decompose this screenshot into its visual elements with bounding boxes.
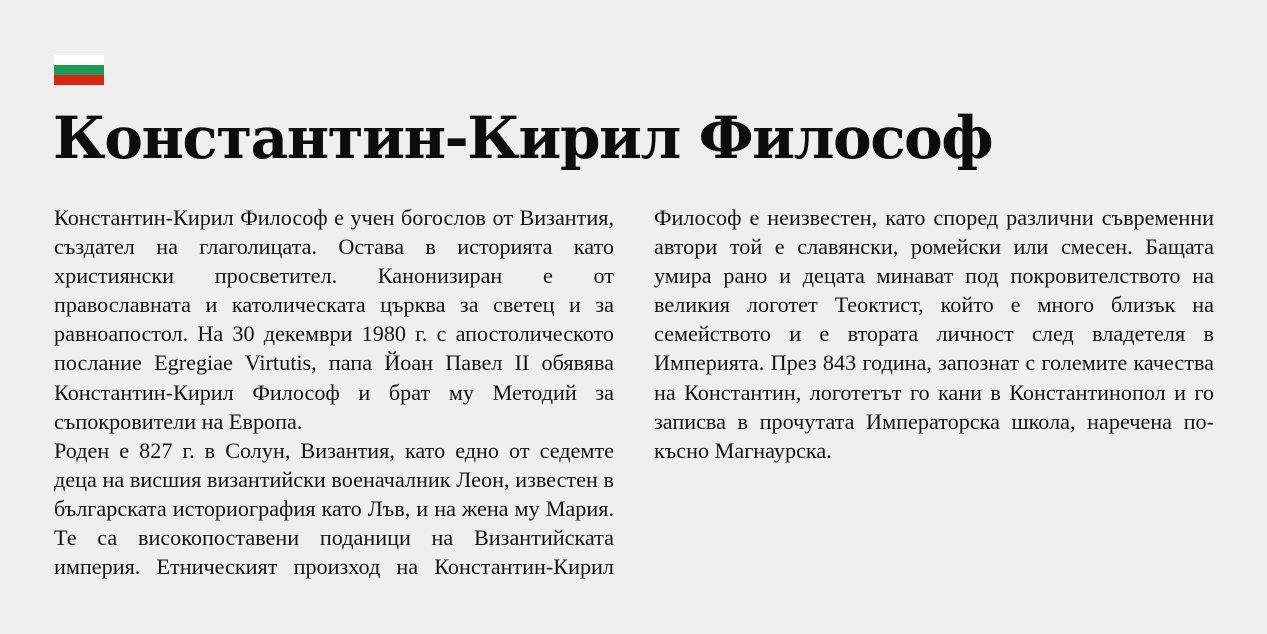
- article-body: [54, 203, 1214, 583]
- paragraph-intro: Константин-Кирил Философ е учен богослов от Византия, създател на глаголицата. Остава в историята като християнски просветител. Канонизиран е от православната и католическата църква за светец и за равноапостол. На 30 декември 1980 г. с апостолическото послание Egregiae Virtutis, папа Йоан Павел II обявява Константин-Кирил Философ и брат му Методий за съпокровители на Европа.: [54, 205, 614, 434]
- flag-stripe-red: [54, 75, 104, 85]
- flag-stripe-white: [54, 55, 104, 65]
- page-title: Константин-Кирил Философ: [53, 104, 993, 172]
- flag-stripe-green: [54, 65, 104, 75]
- bulgarian-flag: [54, 55, 104, 85]
- paragraph-biography: Роден е 827 г. в Солун, Византия, като едно от седемте деца на висшия византийски военачалник Леон, известен в българската историография като Лъв, и на жена му Мария. Те са високопоставени поданици на Византийската империя. Етническият произход на Константин-Кирил Философ е неизвестен, като според различни съвременни автори той е славянски, ромейски или смесен. Бащата умира рано и децата минават под покровителството на великия логотет Теоктист, който е много близък на семейството и е втората личност след владетеля в Империята. През 843 година, запознат с големите качества на Константин, логотетът го кани в Константинопол и го записва в прочутата Императорска школа, наречена по-късно Магнаурска.: [54, 205, 1214, 580]
